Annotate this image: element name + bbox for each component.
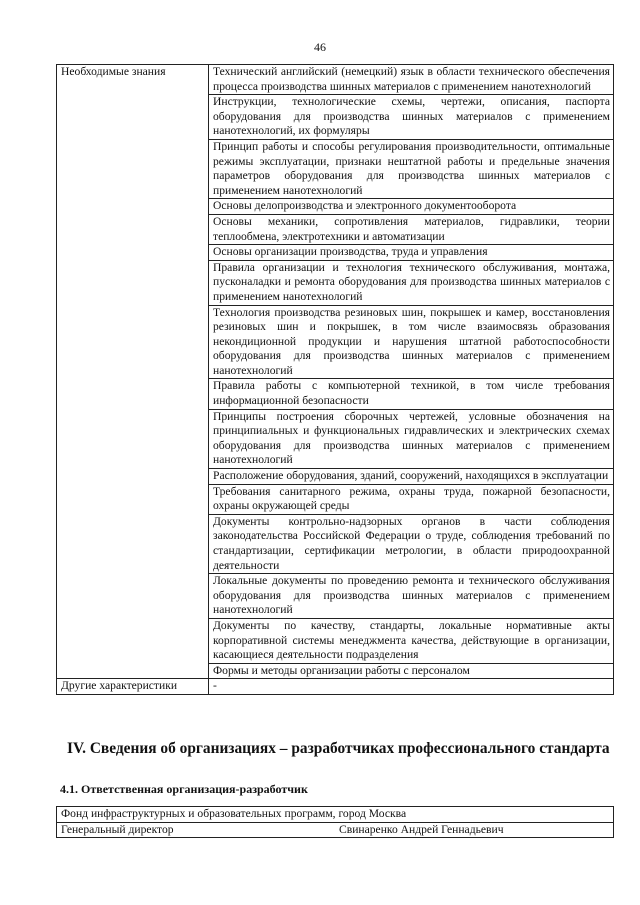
organization-name: Фонд инфраструктурных и образовательных программ, город Москва [57,807,614,823]
skills-table [56,64,614,695]
director-name: Свинаренко Андрей Геннадьевич [335,822,614,838]
knowledge-item: Требования санитарного режима, охраны труда, пожарной безопасности, охраны окружающей среды [209,484,614,514]
knowledge-item: Правила организации и технология технического обслуживания, монтажа, пусконаладки и ремонта оборудования для производства шинных материалов с применением нанотехнологий [209,260,614,305]
knowledge-item: Основы механики, сопротивления материалов, гидравлики, теории теплообмена, электротехники и автоматизации [209,214,614,244]
page-number: 46 [314,40,326,54]
director-row [57,822,614,838]
other-characteristics-value: - [209,679,614,695]
director-title: Генеральный директор [57,822,336,838]
knowledge-item: Принципы построения сборочных чертежей, условные обозначения на принципиальных и функциональных гидравлических и электрических схемах оборудования для производства шинных материалов с применением нанотехнологий [209,409,614,468]
developer-organization-table [56,806,614,838]
knowledge-item: Формы и методы организации работы с персоналом [209,663,614,679]
subsection-heading: 4.1. Ответственная организация-разработчик [60,782,308,796]
knowledge-item: Основы делопроизводства и электронного документооборота [209,199,614,215]
organization-row [57,807,614,823]
knowledge-label: Необходимые знания [57,65,209,679]
knowledge-item: Технический английский (немецкий) язык в области технического обеспечения процесса производства шинных материалов с применением нанотехнологий [209,65,614,95]
knowledge-item: Расположение оборудования, зданий, сооружений, находящихся в эксплуатации [209,469,614,485]
other-characteristics-row [57,679,614,695]
knowledge-item: Правила работы с компьютерной техникой, в том числе требования информационной безопасности [209,379,614,409]
knowledge-item: Принцип работы и способы регулирования производительности, оптимальные режимы эксплуатации, признаки нештатной работы и предельные значения параметров оборудования для производства шинных материалов с применением нанотехнологий [209,139,614,198]
section-heading: IV. Сведения об организациях – разработчиках профессионального стандарта [67,740,610,757]
knowledge-item: Локальные документы по проведению ремонта и технического обслуживания оборудования для производства шинных материалов с применением нанотехнологий [209,574,614,619]
other-characteristics-label: Другие характеристики [57,679,209,695]
knowledge-item: Документы по качеству, стандарты, локальные нормативные акты корпоративной системы менеджмента качества, действующие в организации, касающиеся деятельности подразделения [209,618,614,663]
knowledge-item: Документы контрольно-надзорных органов в части соблюдения законодательства Российской Федерации о труде, соблюдения требований по стандартизации, сертификации метрологии, в области природоохранной деятельности [209,514,614,573]
knowledge-item: Инструкции, технологические схемы, чертежи, описания, паспорта оборудования для производства шинных материалов с применением нанотехнологий, их формуляры [209,95,614,140]
knowledge-item: Основы организации производства, труда и управления [209,245,614,261]
knowledge-row [57,65,614,95]
knowledge-item: Технология производства резиновых шин, покрышек и камер, восстановления резиновых шин и покрышек, в том числе взаимосвязь образования некондиционной продукции и нарушения штатной работоспособности оборудования для производства шинных материалов с применением нанотехнологий [209,305,614,379]
